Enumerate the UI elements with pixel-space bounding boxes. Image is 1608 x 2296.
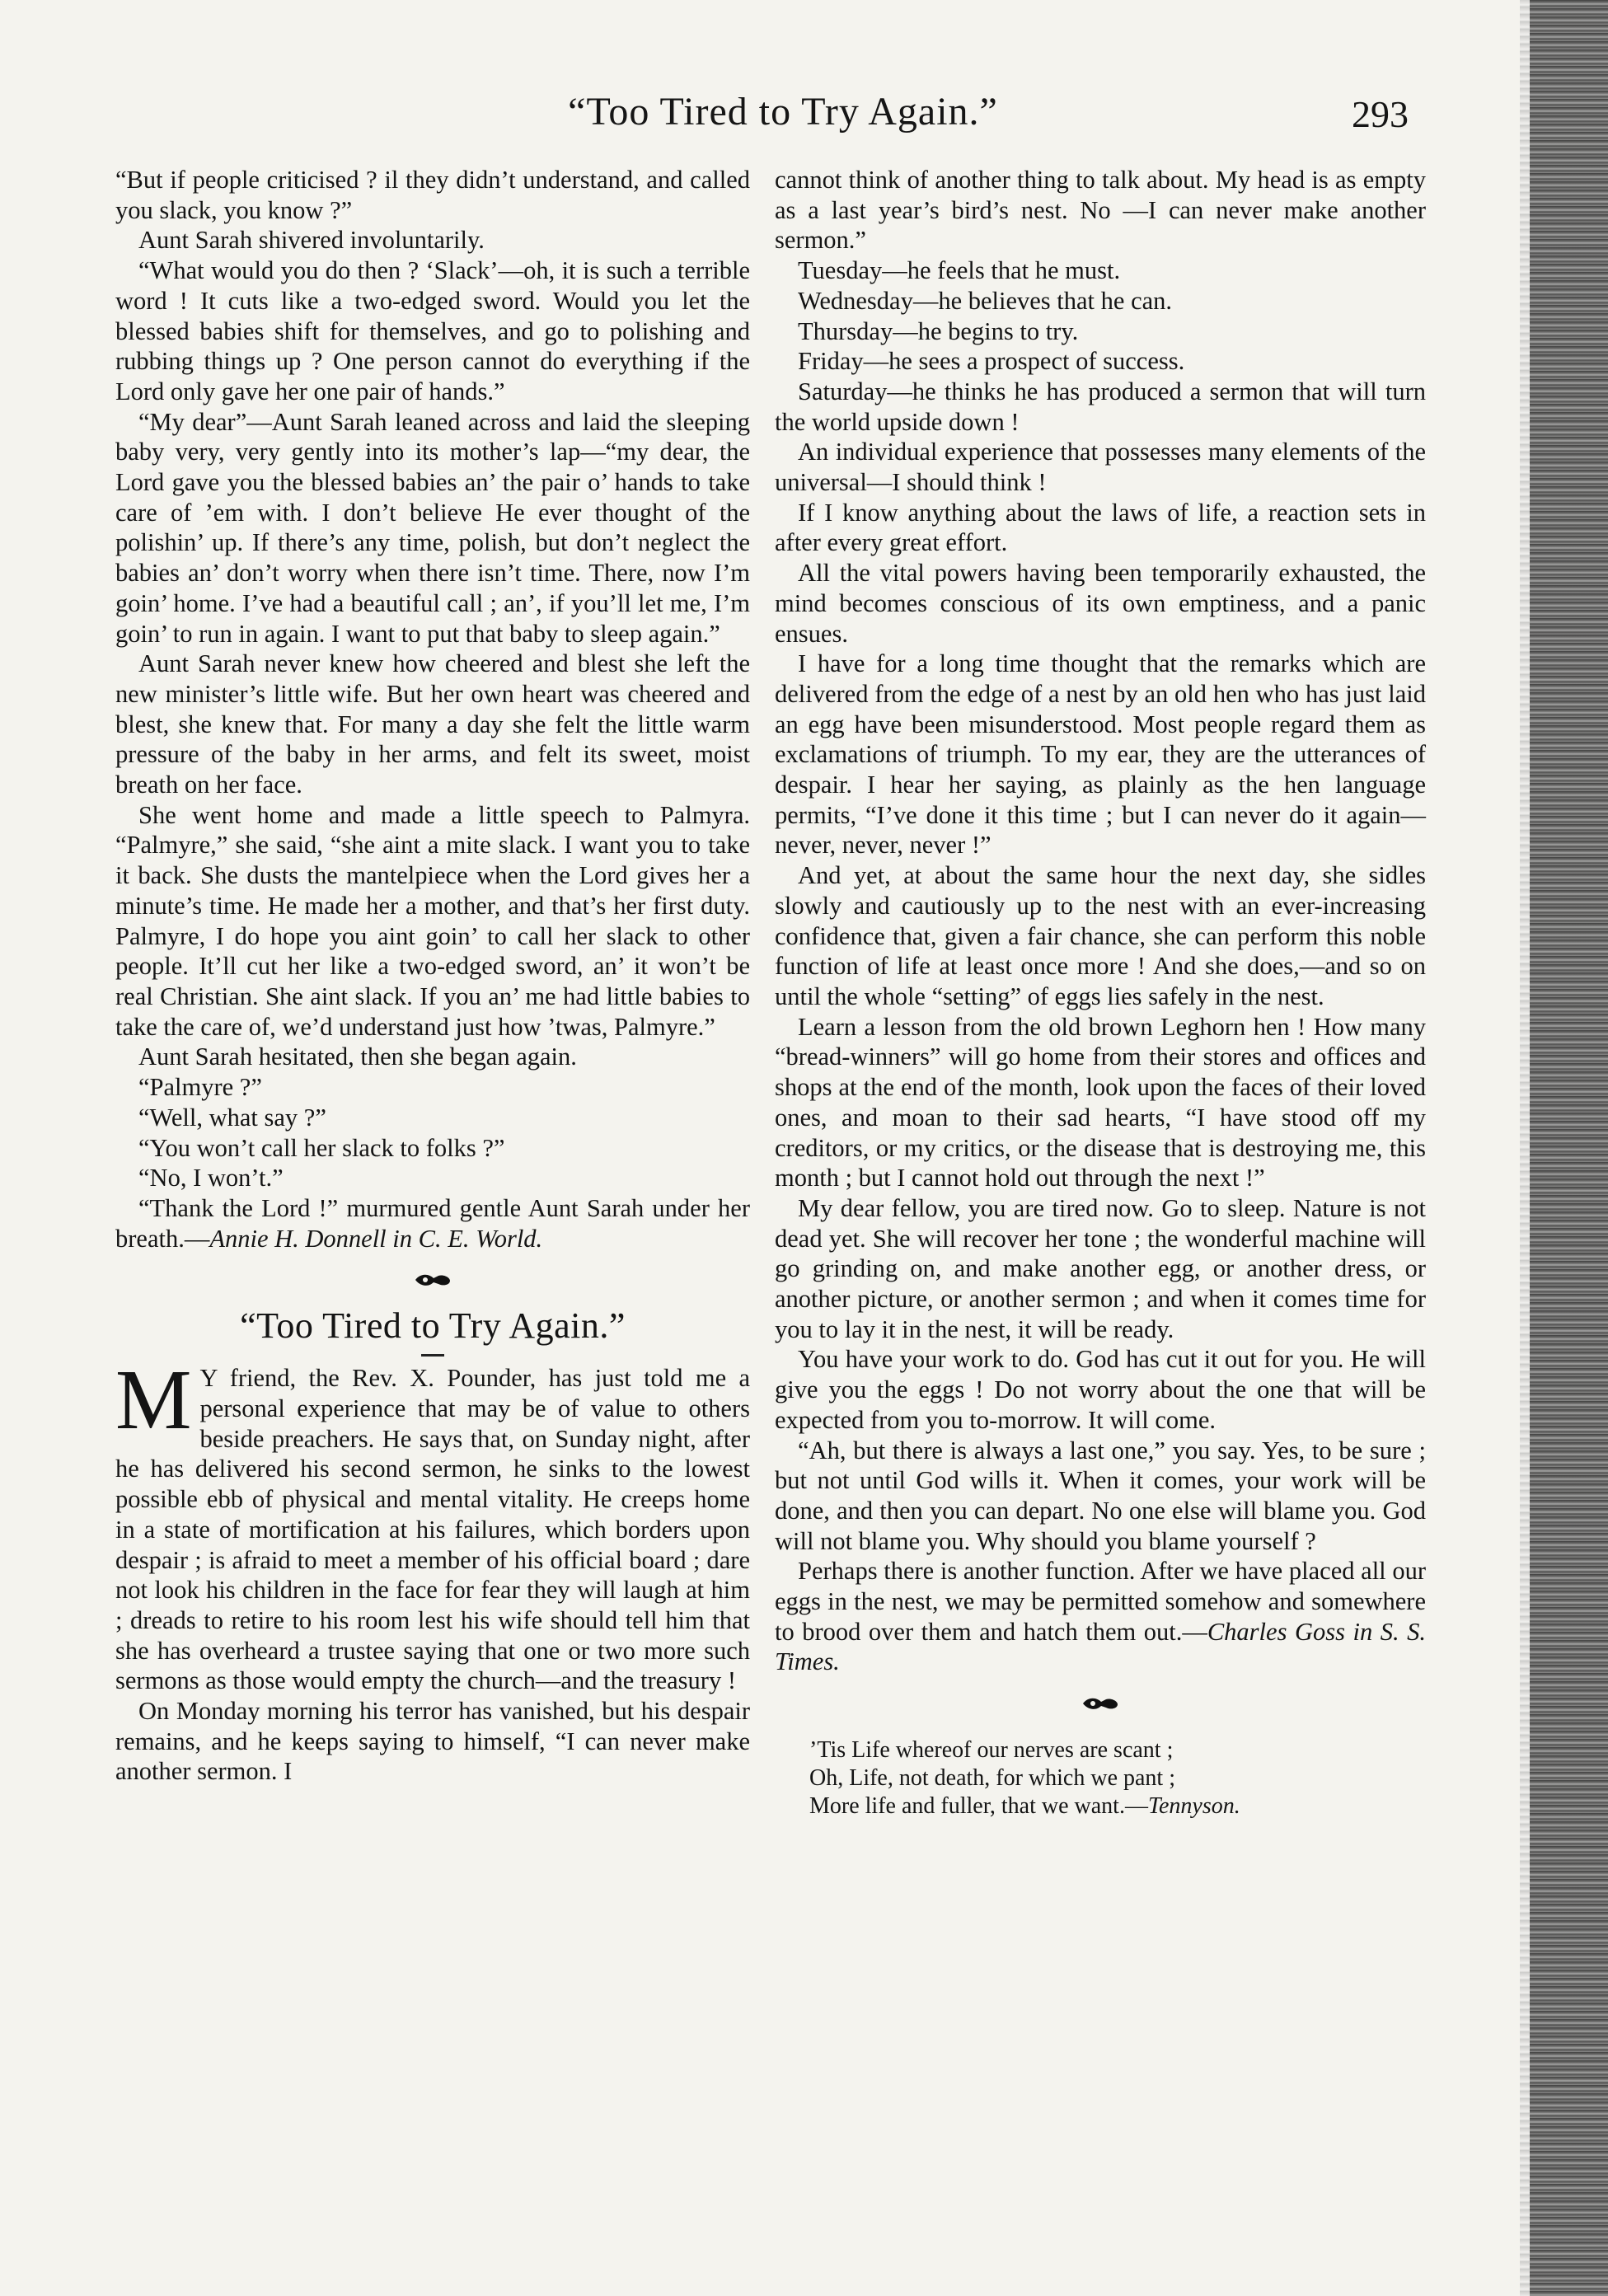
dialogue-line: “Well, what say ?”	[138, 1103, 326, 1132]
paragraph: “My dear”—Aunt Sarah leaned across and laid the sleeping baby very, very gently into its mother’s lap—“my dear, the Lord gave you the blessed babies an’ the pair o’ hands to take care of ’em with. I don’t believe He ever thought of the polishin’ up. If there’s any time, polish, but don’t neglect the babies an’ don’t worry when there isn’t time. There, now I’m goin’ home. I’ve had a beautiful call ; an’, if you’ll let me, I’m goin’ to run in again. I want to put that baby to sleep again.”	[115, 407, 750, 648]
paragraph: cannot think of another thing to talk about. My head is as empty as a last year’s bird’s nest. No —I can never make another sermon.”	[775, 166, 1426, 255]
right-column	[775, 165, 1426, 1820]
author-signature: Charles Goss in S. S. Times.	[775, 1617, 1426, 1676]
page-number: 293	[1352, 93, 1409, 135]
page-edge-binding	[1530, 0, 1608, 2296]
paragraph: Aunt Sarah shivered involuntarily.	[138, 226, 485, 255]
paragraph: If I know anything about the laws of life, a reaction sets in after every great effort.	[775, 498, 1426, 557]
poem-line: Oh, Life, not death, for which we pant ;	[809, 1765, 1175, 1792]
page-edge-shadow	[1520, 0, 1530, 2296]
paragraph: You have your work to do. God has cut it out for you. He will give you the eggs ! Do not worry about the one that will be expected from you to-morrow. It will come.	[775, 1345, 1426, 1434]
paragraph: All the vital powers having been temporarily exhausted, the mind becomes conscious of its own emptiness, and a panic ensues.	[775, 559, 1426, 648]
week-line: Tuesday—he feels that he must.	[798, 256, 1121, 285]
dialogue-line: “Palmyre ?”	[138, 1073, 262, 1102]
drop-cap: M	[115, 1352, 192, 1448]
paragraph: Aunt Sarah hesitated, then she began again.	[138, 1043, 577, 1071]
poem-line	[809, 1792, 1426, 1820]
running-header-title: “Too Tired to Try Again.”	[568, 90, 998, 134]
poem-line-text: More life and fuller, that we want.—	[809, 1793, 1148, 1820]
week-line: Wednesday—he believes that he can.	[798, 286, 1173, 315]
hand-ornament-icon	[775, 1687, 1426, 1715]
title-rule	[421, 1354, 444, 1357]
poem-author: Tennyson.	[1147, 1793, 1240, 1820]
poem-line: ’Tis Life whereof our nerves are scant ;	[809, 1737, 1174, 1764]
author-signature: Annie H. Donnell in C. E. World.	[209, 1224, 543, 1253]
closing-text: “Thank the Lord !” murmured gentle Aunt Sarah under her breath.—	[115, 1193, 750, 1253]
poem-quotation	[809, 1736, 1426, 1820]
paragraph: On Monday morning his terror has vanished, but his despair remains, and he keeps saying to himself, “I can never make another sermon. I	[115, 1697, 750, 1786]
paragraph: “But if people criticised ? il they didn’t understand, and called you slack, you know ?”	[115, 166, 750, 224]
closing-paragraph	[775, 1556, 1426, 1677]
paragraph: “Ah, but there is always a last one,” you say. Yes, to be sure ; but not until God wills it. When it comes, your work will be done, and then you can depart. No one else will blame you. God will not blame you. Why should you blame yourself ?	[775, 1436, 1426, 1555]
paragraph: My dear fellow, you are tired now. Go to sleep. Nature is not dead yet. She will recover her tone ; the wonderful machine will go grinding on, and make another egg, or another dress, or another picture, or another sermon ; and when it comes time for you to lay it in the nest, it will be ready.	[775, 1193, 1426, 1343]
dialogue-line: “You won’t call her slack to folks ?”	[138, 1133, 505, 1162]
paragraph	[115, 1352, 750, 1696]
paragraph: And yet, at about the same hour the next day, she sidles slowly and cautiously up to the nest with an ever-increasing confidence that, given a fair chance, she can perform this noble function of life at least once more ! And she does,—and so on until the whole “setting” of eggs lies safely in the nest.	[775, 861, 1426, 1010]
paragraph: Saturday—he thinks he has produced a sermon that will turn the world upside down !	[775, 377, 1426, 436]
week-line: Friday—he sees a prospect of success.	[798, 347, 1185, 376]
paragraph: An individual experience that possesses many elements of the universal—I should think !	[775, 438, 1426, 497]
hand-ornament-icon	[115, 1263, 750, 1291]
paragraph: She went home and made a little speech to Palmyra. “Palmyre,” she said, “she aint a mite slack. I want you to take it back. She dusts the mantelpiece when the Lord gives her a minute’s time. He made her a mother, and that’s her first duty. Palmyre, I do hope you aint goin’ to call her slack to other people. It’ll cut her like a two-edged sword, an’ it won’t be real Christian. She aint slack. If you an’ me had little babies to take the care of, we’d understand just how ’twas, Palmyre.”	[115, 800, 750, 1041]
dialogue-line: “No, I won’t.”	[138, 1164, 284, 1193]
week-line: Thursday—he begins to try.	[798, 316, 1079, 345]
first-paragraph-text: Y friend, the Rev. X. Pounder, has just told me a personal experience that may be of value to others beside preachers. He says that, on Sunday night, after he has delivered his second sermon, he sinks to the lowest possible ebb of physical and mental vitality. He creeps home in a state of mortification at his failures, which borders upon despair ; is afraid to meet a member of his official board ; dare not look his children in the face for fear they will laugh at him ; dreads to retire to his room lest his wife should tell him that she has overheard a trustee saying that one or two more such sermons as those would empty the church—and the treasury !	[115, 1364, 750, 1695]
paragraph: I have for a long time thought that the remarks which are delivered from the edge of a nest by an old hen who has just laid an egg have been misunderstood. Most people regard them as exclamations of triumph. To my ear, they are the utterances of despair. I hear her saying, as plainly as the hen language permits, “I’ve done it this time ; but I can never do it again— never, never, never !”	[775, 649, 1426, 860]
paragraph: Learn a lesson from the old brown Leghorn hen ! How many “bread-winners” will go home from their stores and offices and shops at the end of the month, look upon the faces of their loved ones, and moan to their sad hearts, “I have stood off my creditors, or my critics, or the disease that is destroying me, this month ; but I cannot hold out through the next !”	[775, 1012, 1426, 1193]
closing-paragraph	[115, 1193, 750, 1253]
left-column	[115, 165, 750, 1787]
closing-text: Perhaps there is another function. After we have placed all our eggs in the nest, we may be permitted somehow and somewhere to brood over them and hatch them out.—	[775, 1557, 1426, 1646]
paragraph: Aunt Sarah never knew how cheered and blest she left the new minister’s little wife. But her own heart was cheered and blest, she knew that. For many a day she felt the little warm pressure of the baby in her arms, and felt its sweet, moist breath on her face.	[115, 649, 750, 799]
article-title: “Too Tired to Try Again.”	[240, 1305, 626, 1347]
paragraph: “What would you do then ? ‘Slack’—oh, it is such a terrible word ! It cuts like a two-edged sword. Would you let the blessed babies shift for themselves, and go to polishing and rubbing things up ? One person cannot do everything if the Lord only gave her one pair of hands.”	[115, 256, 750, 405]
